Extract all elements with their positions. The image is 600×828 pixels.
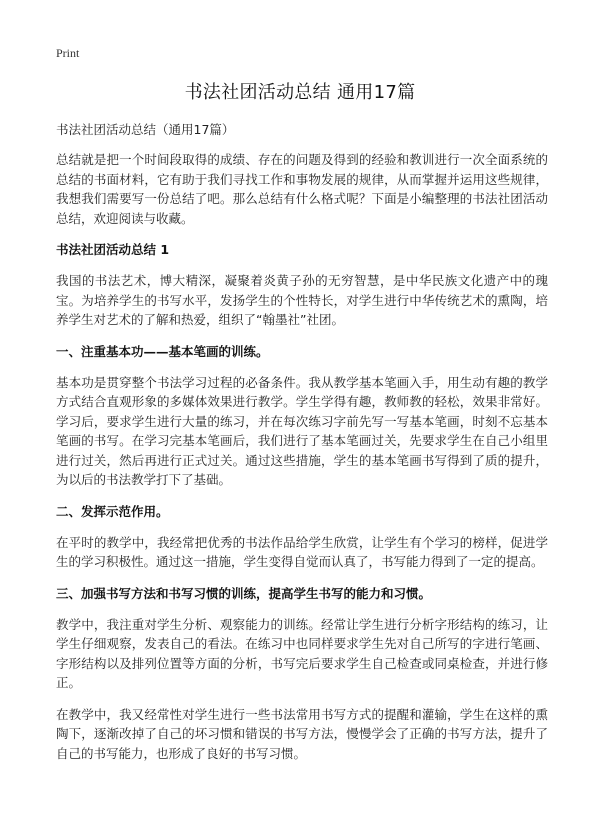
intro-paragraph: 总结就是把一个时间段取得的成绩、存在的问题及得到的经验和教训进行一次全面系统的总结的书面材料，它有助于我们寻找工作和事物发展的规律，从而掌握并运用这些规律，我想我们需要写一份总结了吧。那么总结有什么格式呢？下面是小编整理的书法社团活动总结，欢迎阅读与收藏。 [56, 152, 548, 226]
body-paragraph: 在教学中，我又经常性对学生进行一些书法常用书写方式的提醒和灌输，学生在这样的熏陶下，逐渐改掉了自己的坏习惯和错误的书写方法，慢慢学会了正确的书写方法，提升了自己的书写能力，也形成了良好的书写习惯。 [56, 706, 548, 761]
body-paragraph: 基本功是贯穿整个书法学习过程的必备条件。我从教学基本笔画入手，用生动有趣的教学方式结合直观形象的多媒体效果进行教学。学生学得有趣，教师教的轻松，效果非常好。学习后，要求学生进行大量的练习，并在每次练习字前先写一写基本笔画，时刻不忘基本笔画的书写。在学习完基本笔画后，我们进行了基本笔画过关，先要求学生在自己小组里进行过关，然后再进行正式过关。通过这些措施，学生的基本笔画书写得到了质的提升，为以后的书法教学打下了基础。 [56, 374, 548, 487]
section-heading: 三、加强书写方法和书写习惯的训练，提高学生书写的能力和习惯。 [56, 585, 432, 601]
section-heading: 一、注重基本功——基本笔画的训练。 [56, 343, 269, 359]
body-paragraph: 教学中，我注重对学生分析、观察能力的训练。经常让学生进行分析字形结构的练习，让学生仔细观察，发表自己的看法。在练习中也同样要求学生先对自己所写的字进行笔画、字形结构以及排列位置等方面的分析，书写完后要求学生自己检查或同桌检查，并进行修正。 [56, 616, 548, 690]
document-subtitle: 书法社团活动总结（通用17篇） [56, 122, 235, 137]
body-paragraph: 在平时的教学中，我经常把优秀的书法作品给学生欣赏，让学生有个学习的榜样，促进学生的学习积极性。通过这一措施，学生变得自觉而认真了，书写能力得到了一定的提高。 [56, 534, 548, 569]
document-body [56, 120, 548, 775]
section-heading: 二、发挥示范作用。 [56, 503, 169, 519]
body-paragraph: 我国的书法艺术，博大精深，凝聚着炎黄子孙的无穷智慧，是中华民族文化遗产中的瑰宝。为培养学生的书写水平，发扬学生的个性特长，对学生进行中华传统艺术的熏陶，培养学生对艺术的了解和热爱，组织了“翰墨社”社团。 [56, 273, 548, 327]
print-link[interactable]: Print [56, 46, 80, 60]
section-heading: 书法社团活动总结 1 [56, 242, 170, 257]
page-title: 书法社团活动总结 通用17篇 [184, 82, 416, 103]
